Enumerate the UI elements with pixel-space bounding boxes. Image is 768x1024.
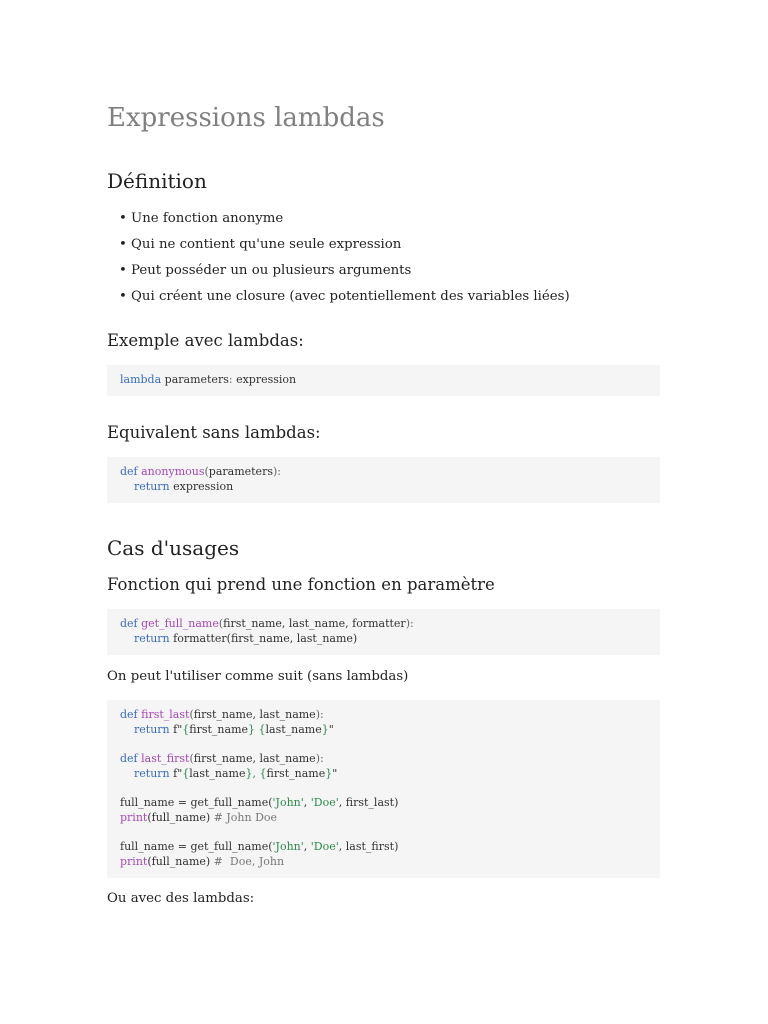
code-block-get-full-name: def get_full_name(first_name, last_name, formatter): return formatter(first_name, last_name) — [107, 609, 660, 655]
list-item: • Qui créent une closure (avec potentiellement des variables liées) — [119, 289, 570, 304]
code-block-lambda: lambda parameters: expression — [107, 365, 660, 396]
definition-list — [119, 206, 570, 310]
code-block-equivalent: def anonymous(parameters): return expression — [107, 457, 660, 503]
code-block-formatters: def first_last(first_name, last_name): return f"{first_name} {last_name}" def last_first(first_name, last_name): return f"{last_name}, {first_name}" full_name = get_full_name('John', 'Doe', first_last) print(full_name) # John Doe full_name = get_full_name('John', 'Doe', last_first) print(full_name) # Doe, John — [107, 700, 660, 878]
equivalent-heading: Equivalent sans lambdas: — [107, 423, 321, 442]
list-item: • Peut posséder un ou plusieurs arguments — [119, 263, 412, 278]
list-item: • Une fonction anonyme — [119, 211, 284, 226]
lambdas-text: Ou avec des lambdas: — [107, 891, 255, 906]
page-title: Expressions lambdas — [107, 103, 385, 133]
usage1-text: On peut l'utiliser comme suit (sans lambdas) — [107, 669, 409, 684]
example-heading: Exemple avec lambdas: — [107, 331, 304, 350]
usage1-heading: Fonction qui prend une fonction en paramètre — [107, 575, 495, 594]
definition-heading: Définition — [107, 169, 207, 193]
list-item: • Qui ne contient qu'une seule expression — [119, 237, 402, 252]
usages-heading: Cas d'usages — [107, 536, 240, 560]
